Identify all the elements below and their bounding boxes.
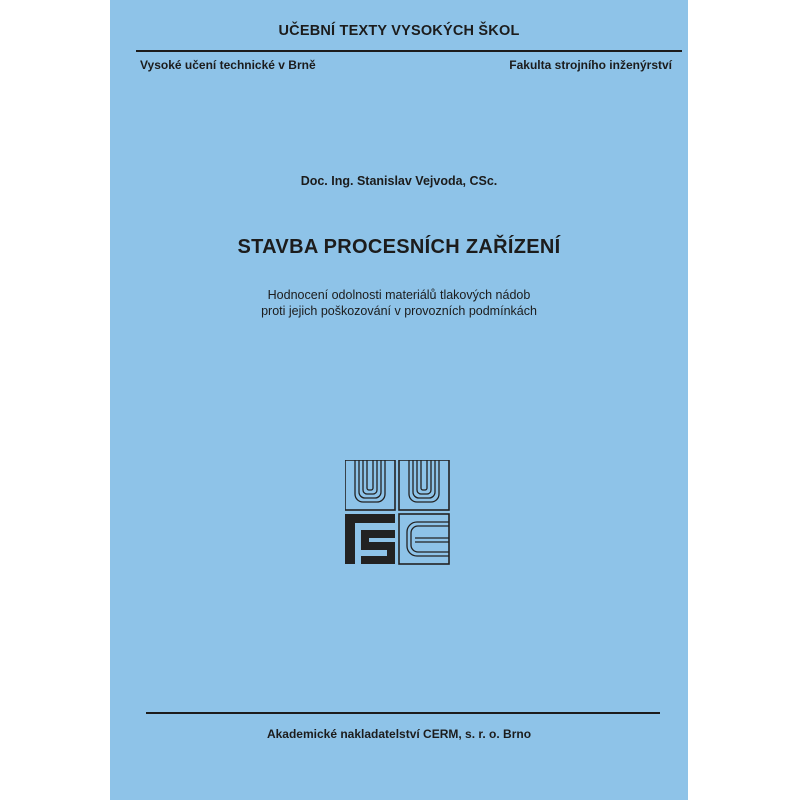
publisher: Akademické nakladatelství CERM, s. r. o. Brno [266, 727, 532, 741]
institution-name: Vysoké učení technické v Brně [140, 58, 316, 72]
faculty-name: Fakulta strojního inženýrství [509, 58, 672, 72]
author: Doc. Ing. Stanislav Vejvoda, CSc. [300, 174, 498, 188]
subtitle-line-2: proti jejich poškozování v provozních podmínkách [261, 304, 537, 318]
book-cover [110, 0, 688, 800]
book-title: STAVBA PROCESNÍCH ZAŘÍZENÍ [237, 236, 561, 258]
vut-fsi-logo-icon [345, 460, 451, 566]
book-subtitle [110, 287, 688, 319]
bottom-divider [146, 712, 660, 714]
subtitle-line-1: Hodnocení odolnosti materiálů tlakových nádob [267, 288, 531, 302]
top-divider [136, 50, 682, 52]
series-title: UČEBNÍ TEXTY VYSOKÝCH ŠKOL [278, 23, 520, 39]
